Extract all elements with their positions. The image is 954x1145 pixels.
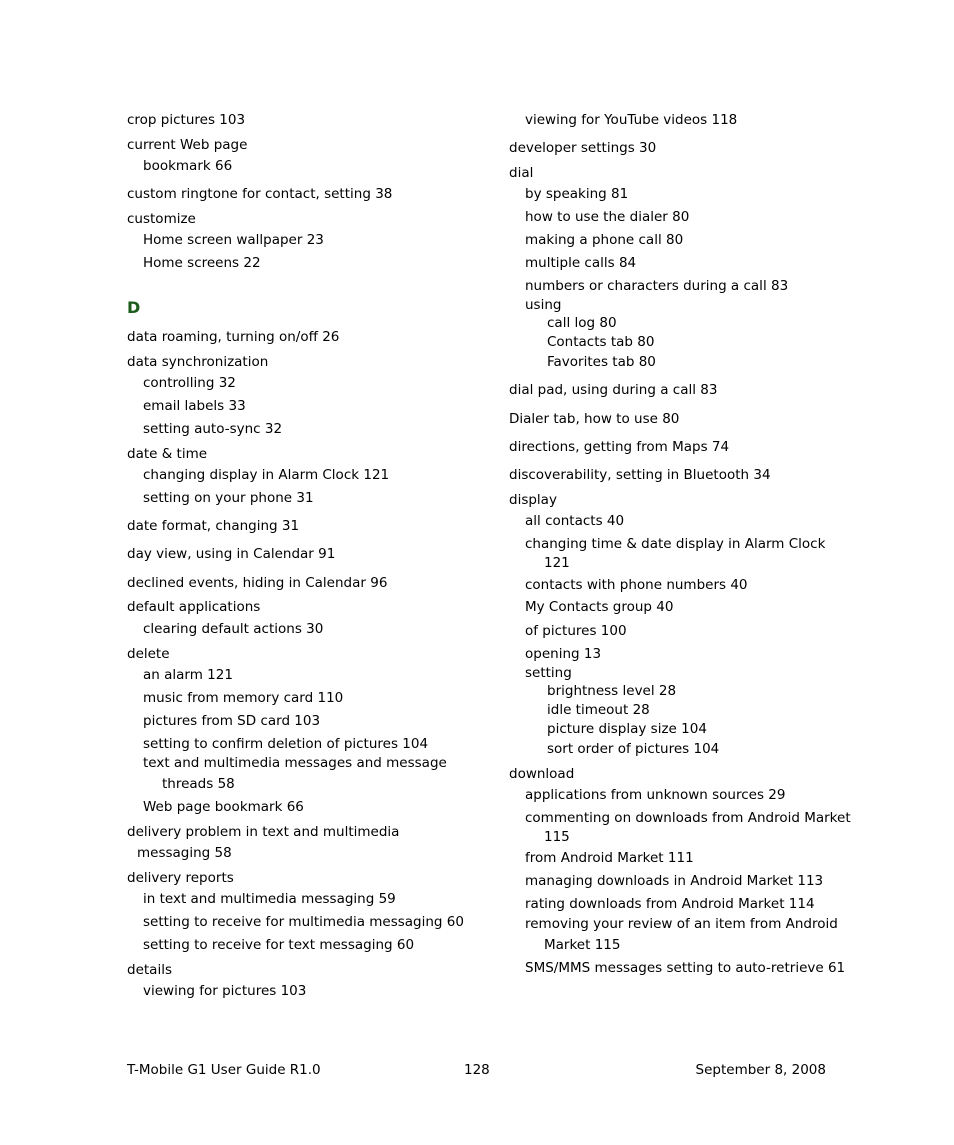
index-subentry: setting auto-sync 32 bbox=[143, 421, 283, 437]
index-subsubentry: Contacts tab 80 bbox=[547, 334, 655, 350]
index-subentry: viewing for YouTube videos 118 bbox=[525, 112, 738, 128]
index-subentry: applications from unknown sources 29 bbox=[525, 787, 786, 803]
index-subentry-continuation: 121 bbox=[544, 555, 570, 571]
index-subentry: removing your review of an item from Android bbox=[525, 916, 838, 932]
index-entry: dial pad, using during a call 83 bbox=[509, 382, 718, 398]
footer-document-title: T-Mobile G1 User Guide R1.0 bbox=[127, 1062, 321, 1078]
index-subentry: setting to receive for text messaging 60 bbox=[143, 937, 415, 953]
index-subentry: text and multimedia messages and message bbox=[143, 755, 447, 771]
index-entry-continuation: messaging 58 bbox=[137, 845, 232, 861]
index-subentry: music from memory card 110 bbox=[143, 690, 344, 706]
index-subentry-continuation: 115 bbox=[544, 829, 570, 845]
section-letter-heading: D bbox=[127, 298, 141, 317]
index-entry: data roaming, turning on/off 26 bbox=[127, 329, 340, 345]
index-subentry: multiple calls 84 bbox=[525, 255, 637, 271]
index-entry: directions, getting from Maps 74 bbox=[509, 439, 730, 455]
index-entry: declined events, hiding in Calendar 96 bbox=[127, 575, 388, 591]
index-entry: delivery problem in text and multimedia bbox=[127, 824, 400, 840]
index-subentry: from Android Market 111 bbox=[525, 850, 694, 866]
index-entry: day view, using in Calendar 91 bbox=[127, 546, 336, 562]
index-entry: customize bbox=[127, 211, 196, 227]
index-entry: Dialer tab, how to use 80 bbox=[509, 411, 680, 427]
index-subentry: Home screen wallpaper 23 bbox=[143, 232, 324, 248]
index-subentry: setting to receive for multimedia messaging 60 bbox=[143, 914, 464, 930]
index-entry: date format, changing 31 bbox=[127, 518, 300, 534]
index-entry: delete bbox=[127, 646, 170, 662]
index-entry: display bbox=[509, 492, 557, 508]
index-subentry-continuation: Market 115 bbox=[544, 937, 621, 953]
index-subentry: Home screens 22 bbox=[143, 255, 261, 271]
index-subentry: clearing default actions 30 bbox=[143, 621, 324, 637]
index-subsubentry: idle timeout 28 bbox=[547, 702, 650, 718]
index-subentry: viewing for pictures 103 bbox=[143, 983, 307, 999]
index-subentry: numbers or characters during a call 83 bbox=[525, 278, 789, 294]
index-subentry-continuation: threads 58 bbox=[162, 776, 235, 792]
index-subentry: using bbox=[525, 297, 562, 313]
index-entry: dial bbox=[509, 165, 534, 181]
index-subentry: contacts with phone numbers 40 bbox=[525, 577, 748, 593]
index-entry: crop pictures 103 bbox=[127, 112, 246, 128]
index-subentry: rating downloads from Android Market 114 bbox=[525, 896, 815, 912]
index-entry: discoverability, setting in Bluetooth 34 bbox=[509, 467, 771, 483]
index-subsubentry: call log 80 bbox=[547, 315, 617, 331]
index-entry: details bbox=[127, 962, 172, 978]
index-subentry: pictures from SD card 103 bbox=[143, 713, 321, 729]
index-subentry: commenting on downloads from Android Market bbox=[525, 810, 851, 826]
index-subentry: changing time & date display in Alarm Clock bbox=[525, 536, 826, 552]
index-entry: custom ringtone for contact, setting 38 bbox=[127, 186, 393, 202]
index-subentry: setting on your phone 31 bbox=[143, 490, 314, 506]
index-subentry: in text and multimedia messaging 59 bbox=[143, 891, 396, 907]
index-subsubentry: Favorites tab 80 bbox=[547, 354, 656, 370]
index-entry: developer settings 30 bbox=[509, 140, 657, 156]
index-subentry: by speaking 81 bbox=[525, 186, 629, 202]
index-subentry: Web page bookmark 66 bbox=[143, 799, 304, 815]
index-entry: download bbox=[509, 766, 575, 782]
index-subsubentry: sort order of pictures 104 bbox=[547, 741, 720, 757]
index-subentry: of pictures 100 bbox=[525, 623, 627, 639]
footer-page-number: 128 bbox=[464, 1062, 490, 1078]
index-subsubentry: brightness level 28 bbox=[547, 683, 677, 699]
index-entry: date & time bbox=[127, 446, 208, 462]
index-subentry: opening 13 bbox=[525, 646, 602, 662]
index-subsubentry: picture display size 104 bbox=[547, 721, 707, 737]
index-subentry: controlling 32 bbox=[143, 375, 236, 391]
footer-date: September 8, 2008 bbox=[695, 1062, 826, 1078]
index-entry: default applications bbox=[127, 599, 261, 615]
index-subentry: an alarm 121 bbox=[143, 667, 233, 683]
index-subentry: changing display in Alarm Clock 121 bbox=[143, 467, 390, 483]
index-subentry: setting to confirm deletion of pictures 104 bbox=[143, 736, 429, 752]
index-subentry: managing downloads in Android Market 113 bbox=[525, 873, 824, 889]
index-subentry: bookmark 66 bbox=[143, 158, 233, 174]
index-subentry: email labels 33 bbox=[143, 398, 246, 414]
index-subentry: SMS/MMS messages setting to auto-retrieve 61 bbox=[525, 960, 846, 976]
index-entry: current Web page bbox=[127, 137, 248, 153]
index-subentry: My Contacts group 40 bbox=[525, 599, 674, 615]
index-subentry: all contacts 40 bbox=[525, 513, 625, 529]
index-subentry: making a phone call 80 bbox=[525, 232, 684, 248]
index-subentry: setting bbox=[525, 665, 572, 681]
index-subentry: how to use the dialer 80 bbox=[525, 209, 690, 225]
index-entry: data synchronization bbox=[127, 354, 269, 370]
index-entry: delivery reports bbox=[127, 870, 234, 886]
